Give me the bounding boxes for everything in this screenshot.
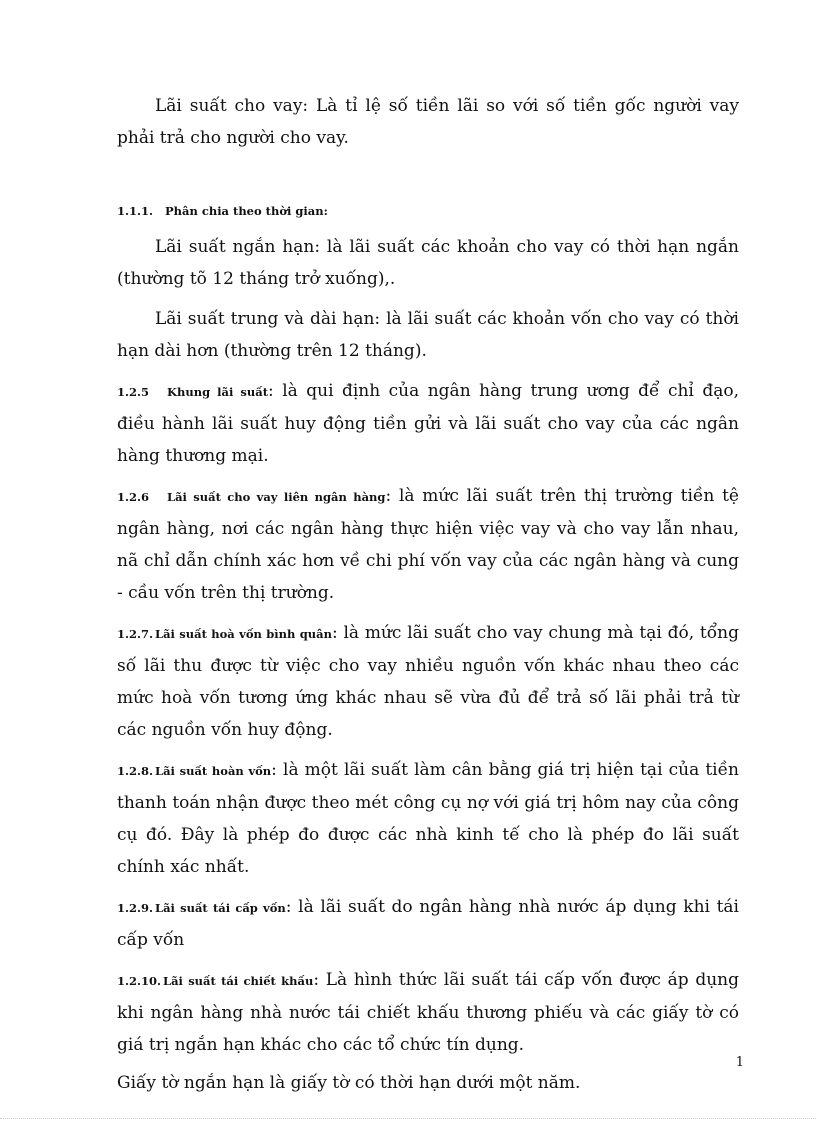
section-1-2-7 — [117, 617, 739, 746]
document-page — [117, 90, 739, 1099]
section-title: Phân chia theo thời gian: — [165, 204, 328, 218]
paragraph-trung-dai-han: Lãi suất trung và dài hạn: là lãi suất các khoản vốn cho vay có thời hạn dài hơn (thường trên 12 tháng). — [117, 309, 739, 361]
section-term: Khung lãi suất — [167, 385, 269, 399]
section-number: 1.2.5 — [117, 385, 150, 399]
section-number: 1.2.10. — [117, 974, 162, 988]
section-number: 1.2.6 — [117, 490, 150, 504]
section-text: : là một lãi suất làm cân bằng giá trị hiện tại của tiền thanh toán nhận được theo mét công cụ nợ với giá trị hôm nay của công cụ đó. Đây là phép đo được các nhà kinh tế cho là phép đo lãi suất chính xác nhất. — [117, 760, 739, 877]
paragraph-ngan-han: Lãi suất ngắn hạn: là lãi suất các khoản cho vay có thời hạn ngắn (thường tõ 12 tháng trở xuống),. — [117, 237, 739, 289]
section-1-2-10 — [117, 964, 739, 1061]
section-1-2-5 — [117, 375, 739, 472]
section-term: Lãi suất hoàn vốn — [155, 764, 272, 778]
section-number: 1.2.8. — [117, 764, 154, 778]
footer-divider — [0, 1118, 816, 1119]
section-term: Lãi suất hoà vốn bình quân — [155, 627, 332, 641]
section-term: Lãi suất cho vay liên ngân hàng — [167, 490, 386, 504]
section-text: : Là hình thức lãi suất tái cấp vốn được áp dụng khi ngân hàng nhà nước tái chiết khấu thương phiếu và các giấy tờ có giá trị ngắn hạn khác cho các tổ chức tín dụng. — [117, 970, 739, 1055]
section-text: : là mức lãi suất trên thị trường tiền tệ ngân hàng, nơi các ngân hàng thực hiện việc vay và cho vay lẫn nhau, nã chỉ dẫn chính xác hơn về chi phí vốn vay của các ngân hàng và cung - cầu vốn trên thị trường. — [117, 486, 739, 603]
page-number: 1 — [735, 1055, 744, 1070]
section-1-2-9 — [117, 891, 739, 956]
section-number: 1.1.1. — [117, 204, 154, 218]
section-text: : là qui định của ngân hàng trung ương để chỉ đạo, điều hành lãi suất huy động tiền gửi và lãi suất cho vay của các ngân hàng thương mại. — [117, 381, 739, 466]
section-text: : là lãi suất do ngân hàng nhà nước áp dụng khi tái cấp vốn — [117, 897, 739, 950]
section-1-2-8 — [117, 754, 739, 883]
section-number: 1.2.9. — [117, 901, 154, 915]
section-term: Lãi suất tái cấp vốn — [155, 901, 286, 915]
paragraph-lai-suat-cho-vay: Lãi suất cho vay: Là tỉ lệ số tiền lãi so với số tiền gốc người vay phải trả cho người cho vay. — [117, 96, 739, 148]
section-term: Lãi suất tái chiết khấu — [163, 974, 314, 988]
section-number: 1.2.7. — [117, 627, 154, 641]
paragraph-giay-to-ngan-han: Giấy tờ ngắn hạn là giấy tờ có thời hạn dưới một năm. — [117, 1073, 581, 1093]
section-text: : là mức lãi suất cho vay chung mà tại đó, tổng số lãi thu được từ việc cho vay nhiều nguồn vốn khác nhau theo các mức hoà vốn tương ứng khác nhau sẽ vừa đủ để trả số lãi phải trả từ các nguồn vốn huy động. — [117, 623, 739, 740]
section-1-1-1-heading — [117, 194, 739, 227]
section-1-2-6 — [117, 480, 739, 609]
